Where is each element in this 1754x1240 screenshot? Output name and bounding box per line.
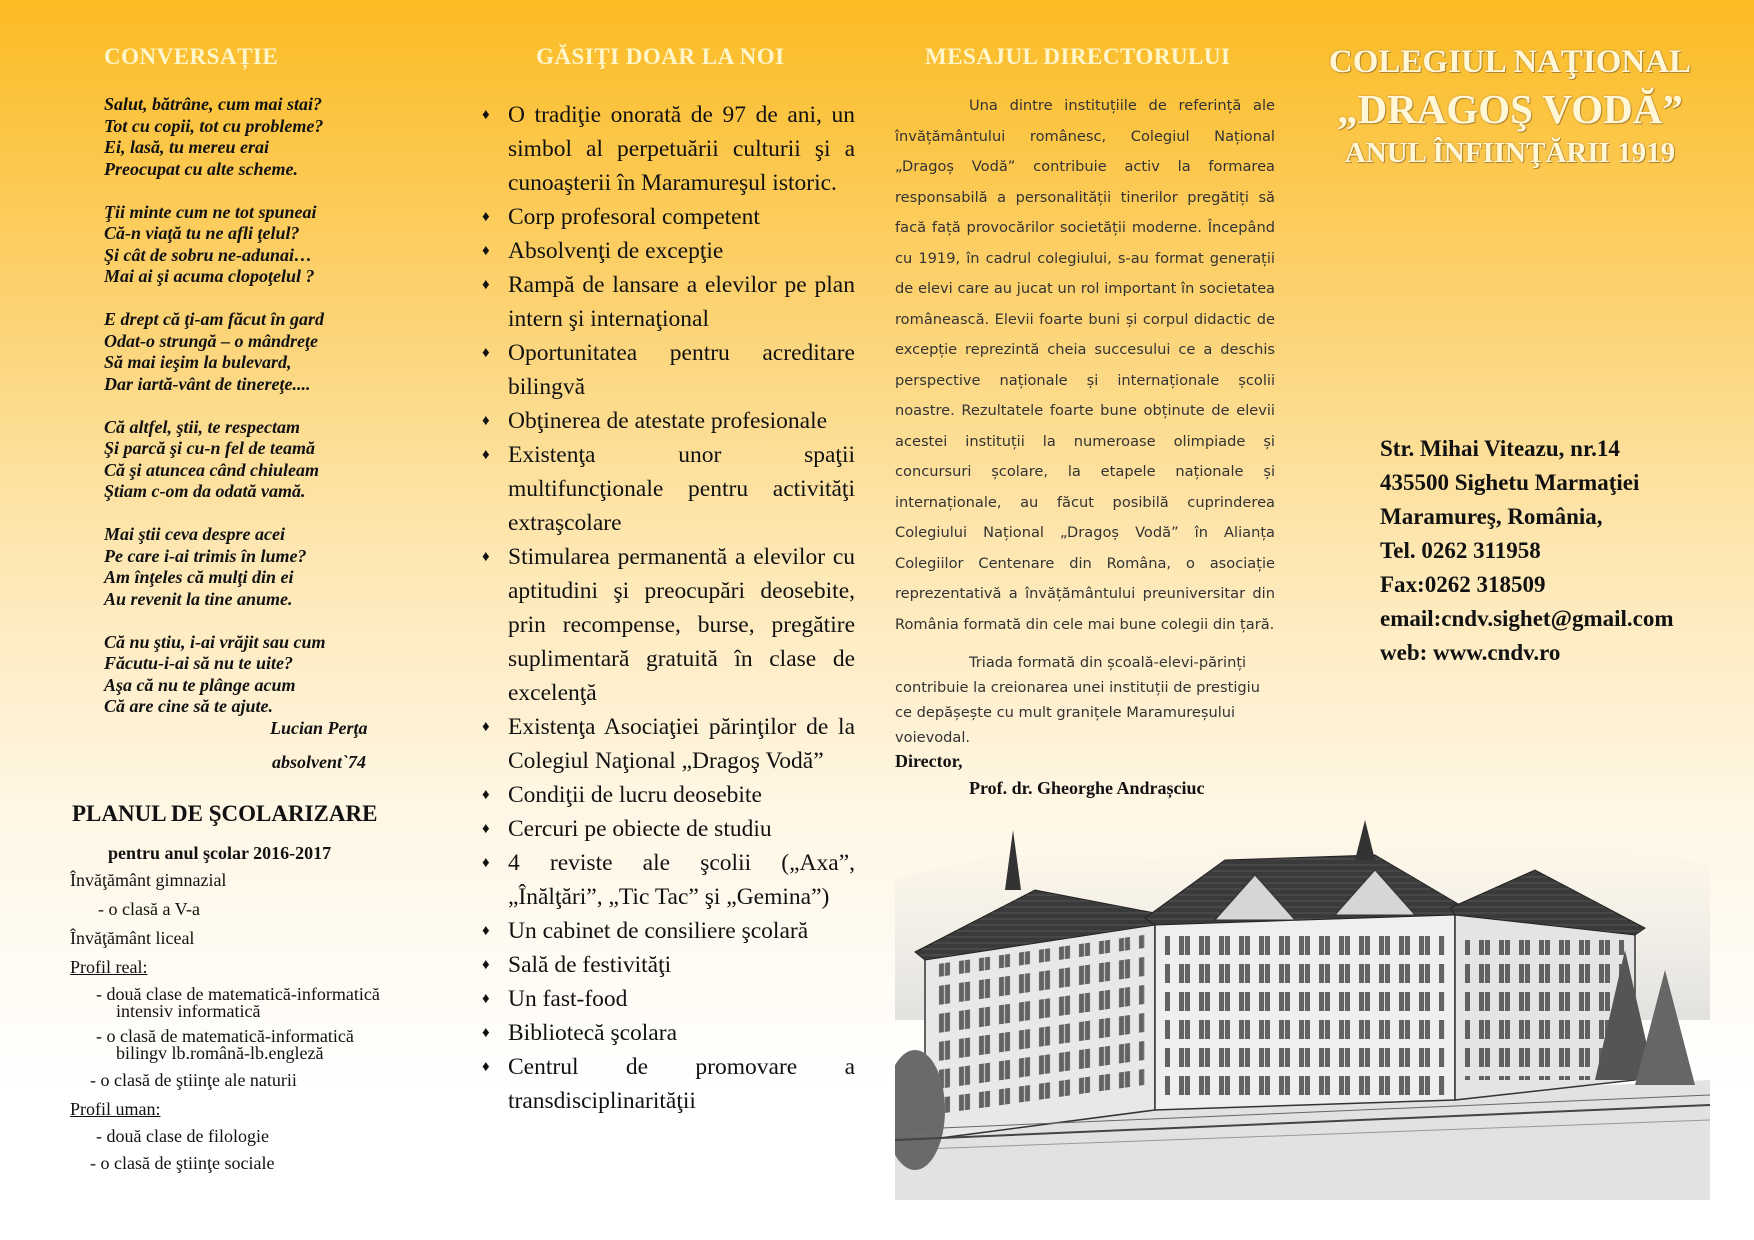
feature-item: ♦ Un cabinet de consiliere şcolară <box>480 914 855 948</box>
contact-city: 435500 Sighetu Marmaţiei <box>1380 470 1640 495</box>
conversatie-title: CONVERSAȚIE <box>104 44 279 69</box>
poem-line: Făcutu-i-ai să nu te uite? <box>104 653 294 673</box>
plan-real-item-2-line2: bilingv lb.română-lb.engleză <box>116 1043 324 1063</box>
school-building-illustration <box>895 820 1710 1200</box>
poem-line: Tot cu copii, tot cu probleme? <box>104 115 324 136</box>
gasiti-title: GĂSIŢI DOAR LA NOI <box>536 44 785 69</box>
plan-subtitle: pentru anul şcolar 2016-2017 <box>108 843 332 863</box>
plan-real-item-2 <box>70 1028 450 1062</box>
mesaj-paragraph-2: Triada formată din școală-elevi-părinți contribuie la creionarea unei instituții de prestigiu ce depășește cu mult granițele Maramureșului voievodal. <box>895 654 1260 746</box>
poem-line: Preocupat cu alte scheme. <box>104 158 298 179</box>
contact-web[interactable]: web: www.cndv.ro <box>1380 640 1561 665</box>
director-label: Director, <box>895 751 963 771</box>
feature-item: ♦ Existenţa Asociaţiei părinţilor de la Colegiul Naţional „Dragoş Vodă” <box>480 710 855 778</box>
feature-item: ♦ Condiţii de lucru deosebite <box>480 778 855 812</box>
feature-item: ♦ Cercuri pe obiecte de studiu <box>480 812 855 846</box>
poem-stanza <box>104 524 450 610</box>
poem-line: Că nu ştiu, i-ai vrăjit sau cum <box>104 631 326 652</box>
poem-line: Că altfel, ştii, te respectam <box>104 416 300 437</box>
poem <box>104 94 450 718</box>
feature-item: ♦ Stimularea permanentă a elevilor cu aptitudini şi preocupări deosebite, prin recompense, burse, pregătire suplimentară gratuită în clase de excelenţă <box>480 540 855 710</box>
poem-stanza <box>104 309 450 395</box>
poem-stanza <box>104 632 450 718</box>
poem-line: Ei, lasă, tu mereu erai <box>104 137 270 157</box>
feature-item: ♦ Absolvenţi de excepţie <box>480 234 855 268</box>
contact-fax: Fax:0262 318509 <box>1380 572 1546 597</box>
plan-real-item-2-line1: - o clasă de matematică-informatică <box>96 1026 354 1046</box>
poem-line: Dar iartă-vânt de tinereţe.... <box>104 373 311 394</box>
director-name: Prof. dr. Gheorghe Andrașciuc <box>969 778 1205 798</box>
contact-block <box>1380 432 1754 670</box>
plan-gimnazial-item: - o clasă a V-a <box>98 899 200 919</box>
poem-author-graduate: absolvent`74 <box>272 752 366 772</box>
plan-uman-item-2: - o clasă de ştiinţe sociale <box>90 1153 275 1173</box>
poem-line: Odat-o strungă – o mândreţe <box>104 330 319 351</box>
poem-line: Că-n viaţă tu ne afli ţelul? <box>104 223 300 243</box>
poem-line: E drept că ţi-am făcut în gard <box>104 309 324 329</box>
poem-line: Aşa că nu te plânge acum <box>104 674 296 695</box>
feature-item: ♦ Rampă de lansare a elevilor pe plan intern şi internaţional <box>480 268 855 336</box>
feature-item: ♦ Oportunitatea pentru acreditare bilingvă <box>480 336 855 404</box>
column-mesaj <box>895 0 1275 799</box>
feature-item: ♦ Sală de festivităţi <box>480 948 855 982</box>
plan-list <box>70 870 450 1174</box>
plan-profil-uman: Profil uman: <box>70 1099 161 1119</box>
plan-gimnazial: Învăţământ gimnazial <box>70 870 227 890</box>
college-brand <box>1300 44 1720 170</box>
poem-line: Au revenit la tine anume. <box>104 588 293 609</box>
contact-street: Str. Mihai Viteazu, nr.14 <box>1380 436 1620 461</box>
poem-line: Că are cine să te ajute. <box>104 696 273 716</box>
poem-line: Pe care i-ai trimis în lume? <box>104 545 307 566</box>
feature-item: ♦ Bibliotecă şcolara <box>480 1016 855 1050</box>
features-list <box>480 98 855 1118</box>
brand-line-2: „DRAGOŞ VODĂ” <box>1337 86 1683 132</box>
plan-real-item-1-line2: intensiv informatică <box>116 1001 261 1021</box>
column-gasiti <box>480 0 855 1118</box>
poem-line: Am înţeles că mulţi din ei <box>104 567 294 587</box>
poem-line: Mai ai şi acuma clopoţelul ? <box>104 266 315 286</box>
brand-line-3: ANUL ÎNFIINŢĂRII 1919 <box>1344 137 1676 169</box>
poem-line: Şi parcă şi cu-n fel de teamă <box>104 438 315 458</box>
feature-item: ♦ Un fast-food <box>480 982 855 1016</box>
poem-line: Ţii minte cum ne tot spuneai <box>104 201 317 222</box>
column-brand <box>1300 0 1754 670</box>
plan-real-item-3: - o clasă de ştiinţe ale naturii <box>90 1070 297 1090</box>
poem-line: Să mai ieşim la bulevard, <box>104 352 292 372</box>
poem-stanza <box>104 202 450 288</box>
plan-uman-item-1: - două clase de filologie <box>96 1126 269 1146</box>
poem-line: Mai ştii ceva despre acei <box>104 524 285 544</box>
contact-email[interactable]: email:cndv.sighet@gmail.com <box>1380 606 1674 631</box>
feature-item: ♦ Existenţa unor spaţii multifuncţionale pentru activităţi extraşcolare <box>480 438 855 540</box>
poem-line: Ştiam c-om da odată vamă. <box>104 481 306 501</box>
plan-title: PLANUL DE ŞCOLARIZARE <box>72 801 378 826</box>
feature-item: ♦ O tradiţie onorată de 97 de ani, un simbol al perpetuării culturii şi a cunoaşterii în Maramureşul istoric. <box>480 98 855 200</box>
poem-line: Şi cât de sobru ne-adunai… <box>104 244 313 265</box>
plan-profil-real: Profil real: <box>70 957 148 977</box>
feature-item: ♦ Centrul de promovare a transdisciplinarităţii <box>480 1050 855 1118</box>
mesaj-title: MESAJUL DIRECTORULUI <box>925 44 1231 69</box>
poem-stanza <box>104 94 450 180</box>
mesaj-body <box>895 91 1275 640</box>
plan-liceal: Învăţământ liceal <box>70 928 195 948</box>
plan-real-item-1-line1: - două clase de matematică-informatică <box>96 984 380 1004</box>
poem-line: Că şi atuncea când chiuleam <box>104 459 320 480</box>
plan-real-item-1 <box>70 986 450 1020</box>
feature-item: ♦ Obţinerea de atestate profesionale <box>480 404 855 438</box>
mesaj-paragraph-1: Una dintre instituțiile de referință ale învățământului românesc, Colegiul Național „Dragoș Vodă” contribuie activ la formarea responsabilă a personalității tinerilor pregătiți să facă față provocărilor societății moderne. Începând cu 1919, în cadrul colegiului, s-au format generații de elevi care au jucat un rol important în societatea românească. Elevii foarte buni și corpul didactic de excepție reprezintă cheia succesului ce a deschis perspective naționale și internaționale școlii noastre. Rezultatele foarte bune obținute de elevii acestei instituții la numeroase olimpiade și concursuri școlare, la etapele naționale și internaționale, au făcut posibilă cuprinderea Colegiului Național „Dragoș Vodă” în Alianța Colegiilor Centenare din Româna, o asociație reprezentativă a învățământului preuniversitar din România formată din cele mai bune colegii din țară. <box>895 97 1275 633</box>
poem-author: Lucian Perţa <box>270 718 368 738</box>
feature-item: ♦ 4 reviste ale şcolii („Axa”, „Înălţări”, „Tic Tac” şi „Gemina”) <box>480 846 855 914</box>
contact-tel: Tel. 0262 311958 <box>1380 538 1541 563</box>
feature-item: ♦ Corp profesoral competent <box>480 200 855 234</box>
poem-stanza <box>104 417 450 503</box>
poem-line: Salut, bătrâne, cum mai stai? <box>104 94 323 114</box>
contact-region: Maramureş, România, <box>1380 504 1603 529</box>
column-conversatie <box>70 0 450 1182</box>
brand-line-1: COLEGIUL NAŢIONAL <box>1328 44 1692 80</box>
